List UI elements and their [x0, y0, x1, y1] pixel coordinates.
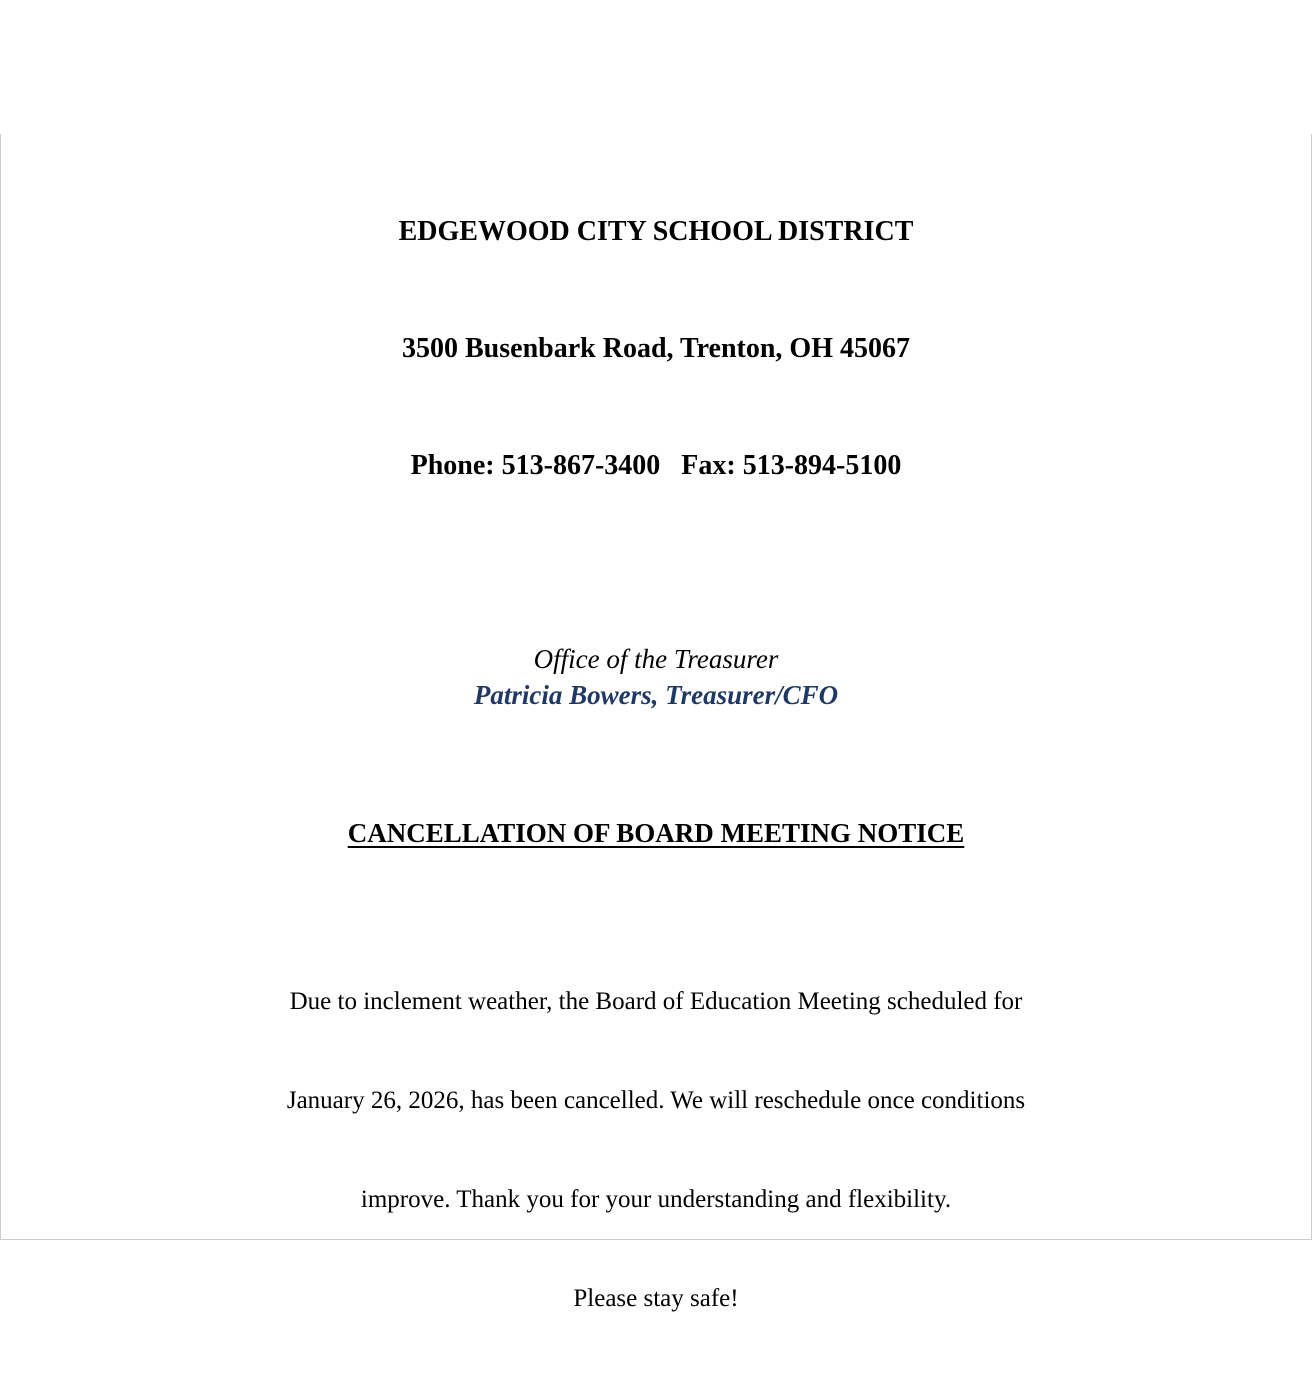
- district-name: EDGEWOOD CITY SCHOOL DISTRICT: [398, 216, 914, 247]
- district-address: 3500 Busenbark Road, Trenton, OH 45067: [402, 333, 910, 364]
- district-phone-fax: Phone: 513-867-3400 Fax: 513-894-5100: [410, 450, 902, 481]
- notice-title: CANCELLATION OF BOARD MEETING NOTICE: [347, 818, 965, 848]
- signatory-line: Patricia Bowers, Treasurer/CFO: [473, 680, 839, 710]
- office-block: [1, 641, 1311, 713]
- document-page: [0, 134, 1312, 1312]
- notice-body-line: Due to inclement weather, the Board of Education Meeting scheduled for: [289, 988, 1023, 1015]
- notice-body-line: January 26, 2026, has been cancelled. We will reschedule once conditions: [286, 1087, 1026, 1114]
- letterhead: [1, 134, 1311, 563]
- office-title-line: Office of the Treasurer: [533, 644, 779, 674]
- notice-body: [1, 919, 1311, 1381]
- notice-body-line: improve. Thank you for your understanding and flexibility.: [360, 1186, 952, 1213]
- notice-body-line: Please stay safe!: [573, 1285, 739, 1312]
